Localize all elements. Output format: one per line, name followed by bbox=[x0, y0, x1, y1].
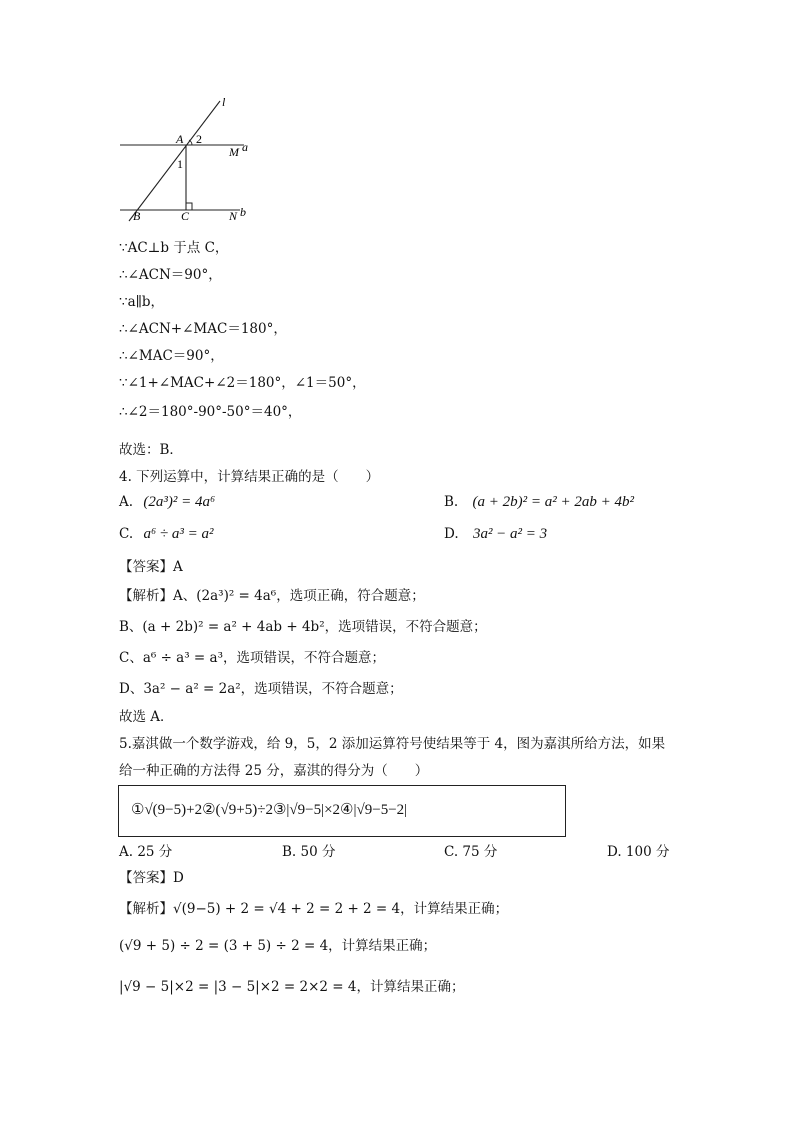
q4-analysis-2: B、(a + 2b)² = a² + 4ab + 4b²，选项错误，不符合题意； bbox=[119, 619, 487, 635]
step-1: ∵AC⊥b 于点 C， bbox=[119, 240, 229, 256]
q5-methods-box bbox=[118, 785, 566, 837]
line-l bbox=[129, 101, 220, 221]
q5-answer: 【答案】D bbox=[119, 870, 184, 886]
q5-option-d: D. 100 分 bbox=[607, 844, 670, 860]
q5-methods-text: ①√(9−5)+2②(√9+5)÷2③|√9−5|×2④|√9−5−2| bbox=[131, 802, 408, 818]
q5-option-c: C. 75 分 bbox=[444, 844, 498, 860]
step-7: ∴∠2＝180°-90°-50°＝40°， bbox=[119, 404, 302, 420]
label-M: M bbox=[229, 145, 239, 159]
q5-stem-line2: 给一种正确的方法得 25 分，嘉淇的得分为（ ） bbox=[119, 763, 429, 779]
q4-answer: 【答案】A bbox=[119, 559, 183, 575]
q4-option-b bbox=[444, 494, 634, 511]
label-C: C bbox=[181, 209, 190, 223]
q4-option-a-expr: (2a³)² = 4a⁶ bbox=[143, 494, 216, 510]
label-N: N bbox=[229, 209, 238, 223]
label-a: a bbox=[242, 140, 248, 154]
label-A: A bbox=[176, 132, 184, 146]
q4-analysis-4: D、3a² − a² = 2a²，选项错误，不符合题意； bbox=[119, 681, 403, 697]
step-5: ∴∠MAC＝90°， bbox=[119, 348, 224, 364]
q5-option-b: B. 50 分 bbox=[282, 844, 336, 860]
step-4: ∴∠ACN+∠MAC＝180°， bbox=[119, 321, 287, 337]
q4-option-c bbox=[119, 526, 214, 543]
q3-choice: 故选：B． bbox=[119, 442, 183, 458]
q5-stem-line1: 5.嘉淇做一个数学游戏，给 9，5，2 添加运算符号使结果等于 4，图为嘉淇所给方法，如果 bbox=[119, 736, 666, 752]
q4-option-c-expr: a⁶ ÷ a³ = a² bbox=[143, 526, 214, 542]
q4-analysis-3: C、a⁶ ÷ a³ = a³，选项错误，不符合题意； bbox=[119, 650, 385, 666]
q5-analysis-1: 【解析】√(9−5) + 2 = √4 + 2 = 2 + 2 = 4，计算结果正确； bbox=[119, 901, 509, 917]
label-b: b bbox=[240, 205, 246, 219]
q4-option-a-label: A. bbox=[119, 494, 134, 510]
q4-option-c-label: C. bbox=[119, 526, 134, 542]
step-2: ∴∠ACN＝90°， bbox=[119, 267, 222, 283]
q4-choice: 故选 A． bbox=[119, 709, 174, 725]
label-l: l bbox=[222, 95, 226, 109]
q5-analysis-2: (√9 + 5) ÷ 2 = (3 + 5) ÷ 2 = 4，计算结果正确； bbox=[119, 938, 437, 954]
q4-option-d bbox=[444, 526, 547, 543]
q4-option-d-label: D. bbox=[444, 526, 459, 542]
q4-analysis-1: 【解析】A、(2a³)² = 4a⁶，选项正确，符合题意； bbox=[119, 588, 425, 604]
q5-option-a: A. 25 分 bbox=[119, 844, 173, 860]
q5-analysis-3: |√9 − 5|×2 = |3 − 5|×2 = 2×2 = 4，计算结果正确； bbox=[119, 979, 465, 995]
q4-option-b-expr: (a + 2b)² = a² + 2ab + 4b² bbox=[472, 494, 634, 510]
label-angle-1: 1 bbox=[177, 157, 183, 171]
q4-stem: 4. 下列运算中，计算结果正确的是（ ） bbox=[119, 469, 380, 485]
label-B: B bbox=[133, 209, 141, 223]
q4-option-a bbox=[119, 494, 215, 511]
step-6: ∵∠1+∠MAC+∠2＝180°，∠1＝50°， bbox=[119, 375, 366, 391]
step-3: ∵a∥b， bbox=[119, 294, 165, 310]
label-angle-2: 2 bbox=[196, 132, 202, 146]
angle-2-arc bbox=[189, 140, 192, 145]
geometry-figure bbox=[112, 92, 262, 227]
q4-option-d-expr: 3a² − a² = 3 bbox=[472, 526, 548, 542]
q4-option-b-label: B. bbox=[444, 494, 459, 510]
